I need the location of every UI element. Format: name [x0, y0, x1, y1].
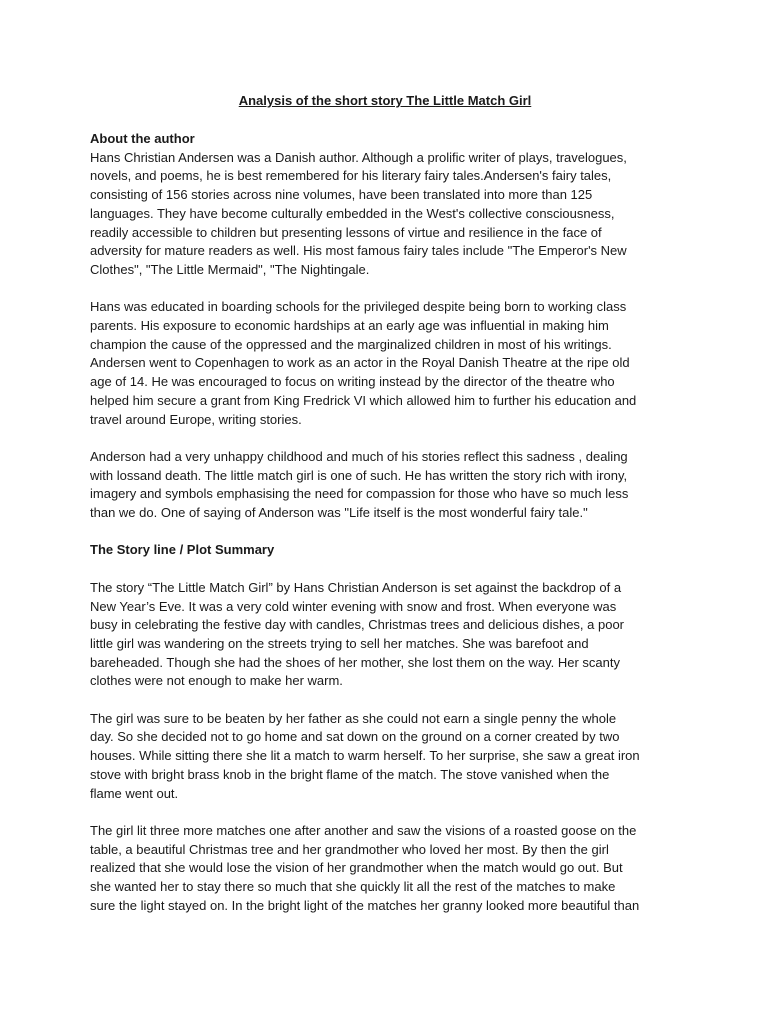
paragraph-author-2: Hans was educated in boarding schools for the privileged despite being born to working class parents. His exposure to economic hardships at an early age was influential in making him champion the cause of the oppressed and the marginalized children in most of his writings. Andersen went to Copenhagen to work as an actor in the Royal Danish Theatre at the ripe old age of 14. He was encouraged to focus on writing instead by the director of the theatre who helped him secure a grant from King Fredrick VI which allowed him to further his education and travel around Europe, writing stories. [90, 299, 637, 427]
document-page [90, 92, 680, 915]
paragraph-spacer [90, 803, 680, 822]
paragraph-plot-1: The story “The Little Match Girl” by Hans Christian Anderson is set against the backdrop of a New Year’s Eve. It was a very cold winter evening with snow and frost. When everyone was busy in celebrating the festive day with candles, Christmas trees and delicious dishes, a poor little girl was wandering on the streets trying to sell her matches. She was barefoot and bareheaded. Though she had the shoes of her mother, she lost them on the way. Her scanty clothes were not enough to make her warm. [90, 579, 625, 689]
section-heading-plot: The Story line / Plot Summary [90, 542, 275, 558]
paragraph-plot-2: The girl was sure to be beaten by her father as she could not earn a single penny the whole day. So she decided not to go home and sat down on the ground on a corner created by two houses. While sitting there she lit a match to warm herself. To her surprise, she saw a great iron stove with bright brass knob in the bright flame of the match. The stove vanished when the flame went out. [90, 710, 640, 801]
paragraph-author-3: Anderson had a very unhappy childhood and much of his stories reflect this sadness , dealing with lossand death. The little match girl is one of such. He has written the story rich with irony, imagery and symbols emphasising the need for compassion for those who have so much less than we do. One of saying of Anderson was "Life itself is the most wonderful fairy tale." [90, 448, 629, 521]
paragraph-spacer [90, 560, 680, 579]
section-heading-author: About the author [90, 131, 195, 146]
paragraph-spacer [90, 429, 680, 448]
document-title: Analysis of the short story The Little Match Girl [238, 93, 532, 108]
paragraph-spacer [90, 280, 680, 299]
paragraph-plot-3: The girl lit three more matches one after another and saw the visions of a roasted goose on the table, a beautiful Christmas tree and her grandmother who loved her most. By then the girl realized that she would lose the vision of her grandmother when the match would go out. But she wanted her to stay there so much that she quickly lit all the rest of the matches to make sure the light stayed on. In the bright light of the matches her granny looked more beautiful than [90, 822, 640, 913]
paragraph-spacer [90, 691, 680, 710]
paragraph-author-1: Hans Christian Andersen was a Danish author. Although a prolific writer of plays, travelogues, novels, and poems, he is best remembered for his literary fairy tales.Andersen's fairy tales, consisting of 156 stories across nine volumes, have been translated into more than 125 languages. They have become culturally embedded in the West's collective consciousness, readily accessible to children but presenting lessons of virtue and resilience in the face of adversity for mature readers as well. His most famous fairy tales include "The Emperor's New Clothes", "The Little Mermaid", "The Nightingale. [90, 149, 627, 277]
paragraph-spacer [90, 523, 680, 542]
